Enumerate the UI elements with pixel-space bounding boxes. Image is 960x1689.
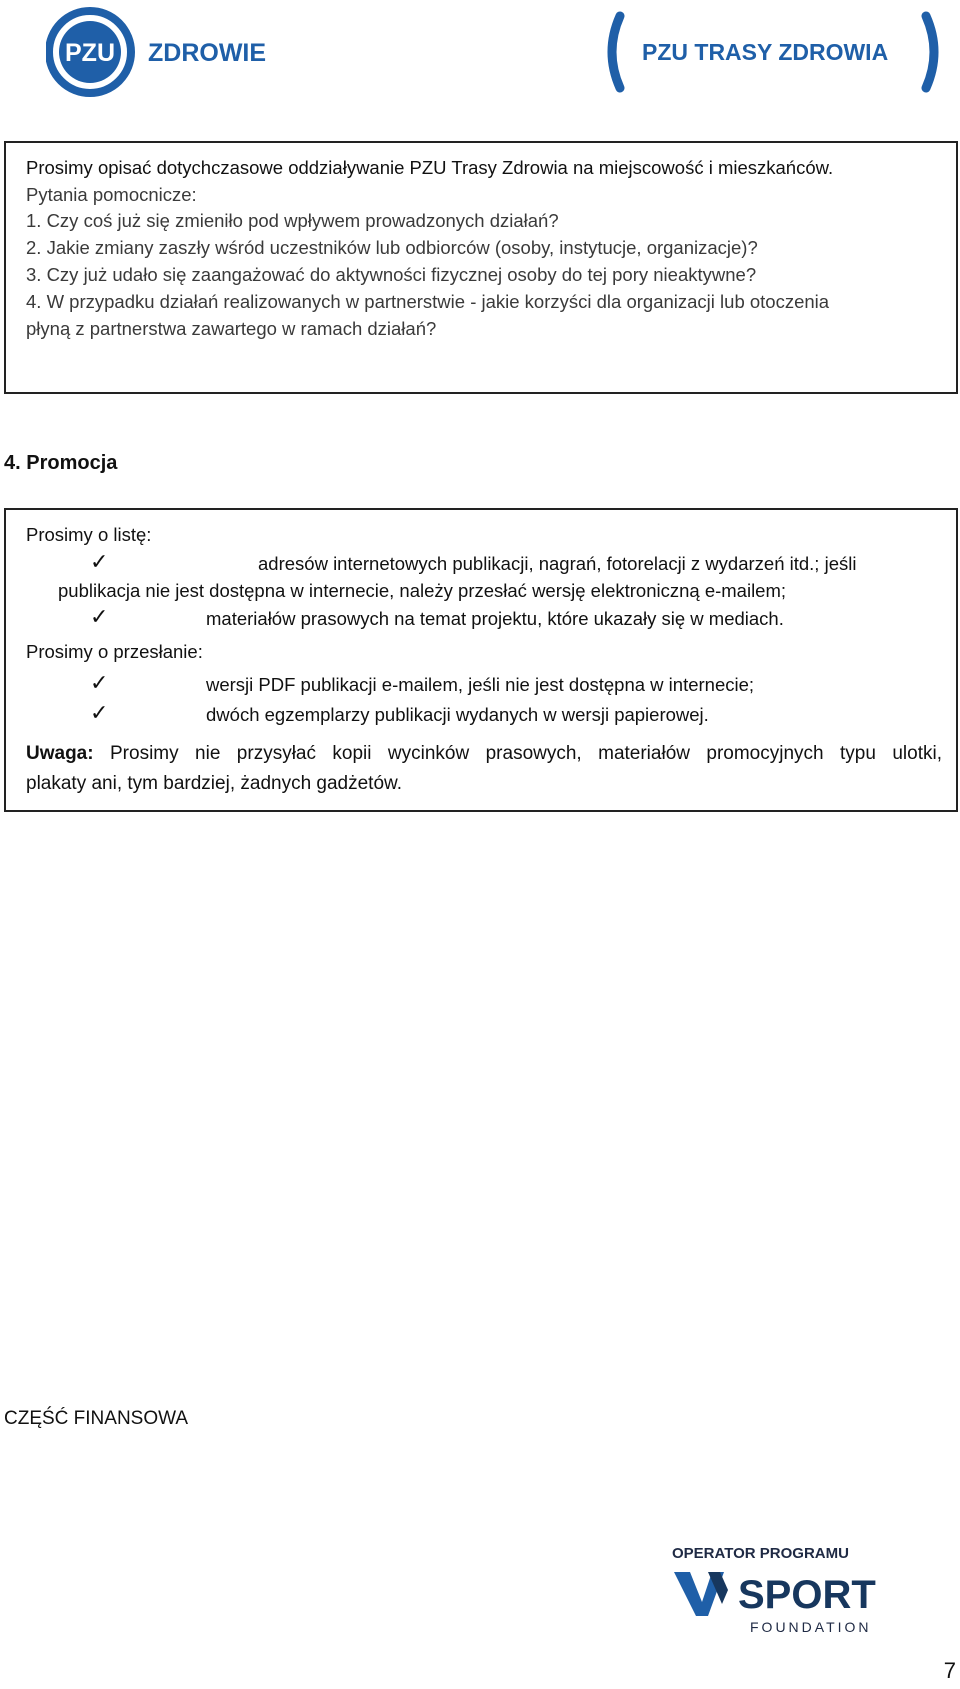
pzu-trasy-zdrowia-logo [606, 10, 940, 94]
impact-intro: Prosimy opisać dotychczasowe oddziaływanie PZU Trasy Zdrowia na miejscowość i mieszkańców. [26, 157, 834, 178]
check-icon: ✓ [90, 700, 109, 725]
page-number: 7 [943, 1658, 956, 1683]
check-icon: ✓ [90, 604, 109, 629]
operator-brand: SPORT [738, 1573, 876, 1617]
question-3: 3. Czy już udało się zaangażować do aktywności fizycznej osoby do tej pory nieaktywne? [26, 264, 757, 285]
pzu-trasy-logo-text: PZU TRASY ZDROWIA [642, 39, 889, 65]
operator-logo [668, 1540, 900, 1636]
operator-sub: FOUNDATION [750, 1619, 872, 1635]
note-label: Uwaga: [26, 743, 94, 764]
send-request-label: Prosimy o przesłanie: [26, 641, 203, 662]
note-text: Prosimy nie przysyłać kopii wycinków prasowych, materiałów promocyjnych typu ulotki, [110, 743, 942, 764]
finance-section-heading: CZĘŚĆ FINANSOWA [4, 1408, 189, 1429]
check-icon: ✓ [90, 549, 109, 574]
pzu-zdrowie-logo [46, 4, 276, 100]
list-item-web-addresses-cont: publikacja nie jest dostępna w internecie, należy przesłać wersję elektroniczną e-mailem; [58, 580, 787, 601]
impact-description-box [4, 141, 958, 394]
pzu-logo-mark: PZU [65, 39, 115, 67]
zdrowie-logo-text: ZDROWIE [148, 39, 267, 67]
helper-questions-label: Pytania pomocnicze: [26, 184, 197, 205]
operator-label: OPERATOR PROGRAMU [672, 1545, 849, 1562]
check-icon: ✓ [90, 670, 109, 695]
promotion-heading: 4. Promocja [4, 452, 118, 474]
question-4-line-1: 4. W przypadku działań realizowanych w partnerstwie - jakie korzyści dla organizacji lub otoczenia [26, 291, 830, 312]
list-item-paper-copies: dwóch egzemplarzy publikacji wydanych w wersji papierowej. [206, 704, 709, 725]
promotion-box [4, 508, 958, 812]
note-line-2: plakaty ani, tym bardziej, żadnych gadżetów. [26, 773, 402, 794]
note-line-1 [26, 743, 942, 765]
list-item-web-addresses: adresów internetowych publikacji, nagrań, fotorelacji z wydarzeń itd.; jeśli [258, 553, 857, 574]
question-2: 2. Jakie zmiany zaszły wśród uczestników lub odbiorców (osoby, instytucje, organizacje)? [26, 237, 758, 258]
question-1: 1. Czy coś już się zmieniło pod wpływem prowadzonych działań? [26, 210, 559, 231]
list-item-pdf-version: wersji PDF publikacji e-mailem, jeśli nie jest dostępna w internecie; [206, 674, 755, 695]
list-request-label: Prosimy o listę: [26, 524, 152, 545]
list-item-press-materials: materiałów prasowych na temat projektu, które ukazały się w mediach. [206, 608, 784, 629]
question-4-line-2: płyną z partnerstwa zawartego w ramach działań? [26, 318, 437, 339]
